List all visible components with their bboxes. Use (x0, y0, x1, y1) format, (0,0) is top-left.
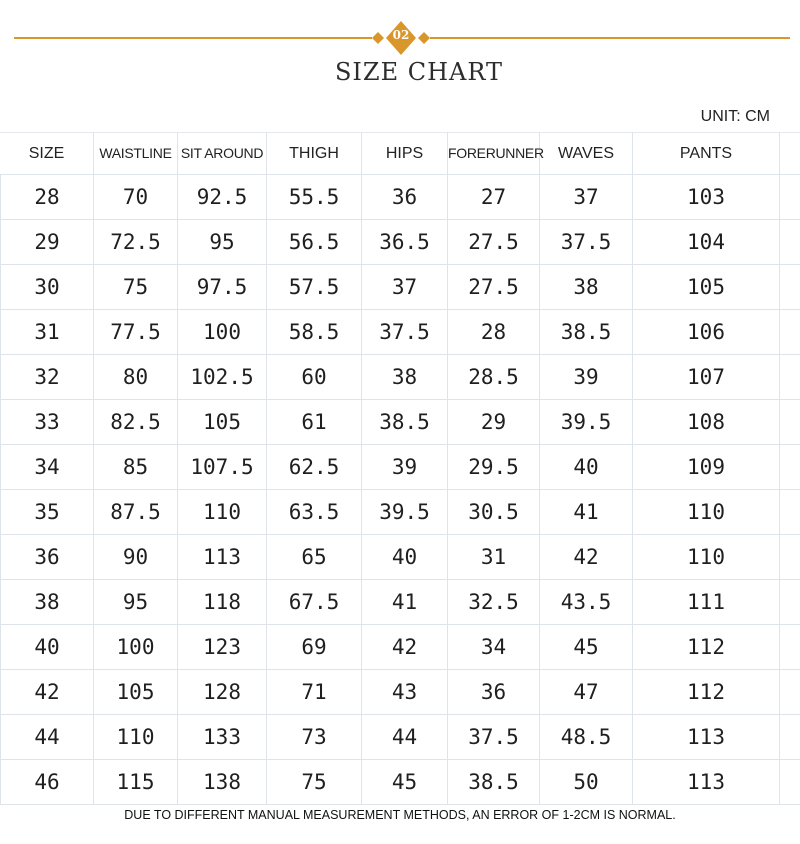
table-cell: 40 (0, 624, 94, 669)
table-cell: 108 (633, 399, 780, 444)
table-cell: 50 (540, 759, 633, 804)
table-cell: 41 (540, 489, 633, 534)
table-cell: 29 (448, 399, 540, 444)
table-cell: 67.5 (267, 579, 362, 624)
table-cell: 43 (362, 669, 448, 714)
table-cell: 43.5 (540, 579, 633, 624)
table-cell: 38.5 (448, 759, 540, 804)
measurement-note: DUE TO DIFFERENT MANUAL MEASUREMENT METHODS, AN ERROR OF 1-2CM IS NORMAL. (124, 808, 676, 822)
table-cell: 28 (0, 174, 94, 219)
table-cell: 45 (540, 624, 633, 669)
table-row (0, 669, 800, 714)
row-spacer (780, 579, 800, 624)
table-cell: 112 (633, 624, 780, 669)
table-cell: 123 (178, 624, 267, 669)
table-row (0, 759, 800, 804)
section-badge (369, 17, 433, 59)
table-cell: 58.5 (267, 309, 362, 354)
table-cell: 27 (448, 174, 540, 219)
column-header: WAISTLINE (94, 132, 178, 174)
table-cell: 32 (0, 354, 94, 399)
table-cell: 92.5 (178, 174, 267, 219)
table-cell: 95 (178, 219, 267, 264)
table-body (0, 174, 800, 804)
table-cell: 39.5 (362, 489, 448, 534)
table-row (0, 219, 800, 264)
table-cell: 47 (540, 669, 633, 714)
table-cell: 112 (633, 669, 780, 714)
table-cell: 40 (540, 444, 633, 489)
row-spacer (780, 444, 800, 489)
table-cell: 103 (633, 174, 780, 219)
header-spacer (780, 132, 800, 174)
column-header: THIGH (267, 132, 362, 174)
table-cell: 73 (267, 714, 362, 759)
table-bottom-border (0, 804, 800, 805)
table-cell: 35 (0, 489, 94, 534)
table-cell: 38.5 (540, 309, 633, 354)
table-cell: 42 (0, 669, 94, 714)
table-cell: 105 (178, 399, 267, 444)
page-title: SIZE CHART (334, 58, 504, 86)
table-cell: 37.5 (362, 309, 448, 354)
table-header-row (0, 132, 800, 174)
table-cell: 45 (362, 759, 448, 804)
table-cell: 90 (94, 534, 178, 579)
header-rule-left (14, 37, 372, 39)
table-row (0, 444, 800, 489)
table-cell: 115 (94, 759, 178, 804)
table-cell: 38.5 (362, 399, 448, 444)
table-cell: 80 (94, 354, 178, 399)
row-spacer (780, 759, 800, 804)
table-cell: 31 (0, 309, 94, 354)
column-header: FORERUNNER (448, 132, 540, 174)
table-cell: 48.5 (540, 714, 633, 759)
table-cell: 37 (540, 174, 633, 219)
table-cell: 33 (0, 399, 94, 444)
table-cell: 36 (0, 534, 94, 579)
table-cell: 42 (362, 624, 448, 669)
table-cell: 37 (362, 264, 448, 309)
table-cell: 60 (267, 354, 362, 399)
table-cell: 36 (448, 669, 540, 714)
table-cell: 31 (448, 534, 540, 579)
row-spacer (780, 669, 800, 714)
table-cell: 27.5 (448, 219, 540, 264)
table-cell: 110 (633, 489, 780, 534)
table-cell: 46 (0, 759, 94, 804)
table-cell: 118 (178, 579, 267, 624)
table-cell: 63.5 (267, 489, 362, 534)
table-cell: 109 (633, 444, 780, 489)
table-row (0, 399, 800, 444)
table-cell: 105 (94, 669, 178, 714)
column-header: HIPS (362, 132, 448, 174)
table-row (0, 354, 800, 399)
header-rule-right (430, 37, 790, 39)
table-cell: 41 (362, 579, 448, 624)
table-cell: 30.5 (448, 489, 540, 534)
table-cell: 95 (94, 579, 178, 624)
column-header: SIT AROUND (178, 132, 267, 174)
table-cell: 65 (267, 534, 362, 579)
table-row (0, 309, 800, 354)
unit-label: UNIT: CM (700, 108, 770, 125)
table-cell: 69 (267, 624, 362, 669)
row-spacer (780, 534, 800, 579)
table-cell: 106 (633, 309, 780, 354)
table-cell: 107 (633, 354, 780, 399)
table-cell: 57.5 (267, 264, 362, 309)
table-cell: 28.5 (448, 354, 540, 399)
table-cell: 110 (94, 714, 178, 759)
table-cell: 75 (267, 759, 362, 804)
table-cell: 71 (267, 669, 362, 714)
table-cell: 56.5 (267, 219, 362, 264)
table-cell: 100 (94, 624, 178, 669)
table-cell: 28 (448, 309, 540, 354)
table-cell: 42 (540, 534, 633, 579)
table-cell: 102.5 (178, 354, 267, 399)
table-cell: 37.5 (540, 219, 633, 264)
table-cell: 72.5 (94, 219, 178, 264)
table-row (0, 714, 800, 759)
table-cell: 32.5 (448, 579, 540, 624)
table-cell: 133 (178, 714, 267, 759)
table-cell: 113 (633, 714, 780, 759)
table-cell: 29.5 (448, 444, 540, 489)
table-row (0, 534, 800, 579)
table-cell: 44 (362, 714, 448, 759)
table-cell: 37.5 (448, 714, 540, 759)
table-cell: 39 (362, 444, 448, 489)
table-cell: 107.5 (178, 444, 267, 489)
table-cell: 61 (267, 399, 362, 444)
table-cell: 97.5 (178, 264, 267, 309)
table-cell: 128 (178, 669, 267, 714)
size-table (0, 132, 800, 805)
table-cell: 29 (0, 219, 94, 264)
table-cell: 110 (178, 489, 267, 534)
column-header: WAVES (540, 132, 633, 174)
table-cell: 40 (362, 534, 448, 579)
table-cell: 27.5 (448, 264, 540, 309)
row-spacer (780, 264, 800, 309)
table-cell: 38 (540, 264, 633, 309)
table-row (0, 579, 800, 624)
table-cell: 34 (448, 624, 540, 669)
table-cell: 39.5 (540, 399, 633, 444)
table-cell: 138 (178, 759, 267, 804)
table-cell: 82.5 (94, 399, 178, 444)
table-row (0, 624, 800, 669)
table-cell: 75 (94, 264, 178, 309)
table-cell: 113 (633, 759, 780, 804)
row-spacer (780, 714, 800, 759)
table-row (0, 264, 800, 309)
table-cell: 105 (633, 264, 780, 309)
row-spacer (780, 354, 800, 399)
table-cell: 38 (0, 579, 94, 624)
table-cell: 111 (633, 579, 780, 624)
table-row (0, 174, 800, 219)
table-cell: 38 (362, 354, 448, 399)
table-cell: 44 (0, 714, 94, 759)
row-spacer (780, 309, 800, 354)
row-spacer (780, 489, 800, 534)
table-cell: 100 (178, 309, 267, 354)
table-cell: 70 (94, 174, 178, 219)
table-cell: 113 (178, 534, 267, 579)
table-cell: 87.5 (94, 489, 178, 534)
table-cell: 77.5 (94, 309, 178, 354)
table-cell: 85 (94, 444, 178, 489)
row-spacer (780, 399, 800, 444)
table-cell: 30 (0, 264, 94, 309)
table-cell: 110 (633, 534, 780, 579)
section-number: 02 (392, 28, 410, 42)
row-spacer (780, 174, 800, 219)
table-cell: 36 (362, 174, 448, 219)
row-spacer (780, 624, 800, 669)
table-cell: 62.5 (267, 444, 362, 489)
table-cell: 34 (0, 444, 94, 489)
row-spacer (780, 219, 800, 264)
table-cell: 104 (633, 219, 780, 264)
table-row (0, 489, 800, 534)
column-header: PANTS (633, 132, 780, 174)
table-cell: 36.5 (362, 219, 448, 264)
table-cell: 55.5 (267, 174, 362, 219)
table-cell: 39 (540, 354, 633, 399)
column-header: SIZE (0, 132, 94, 174)
